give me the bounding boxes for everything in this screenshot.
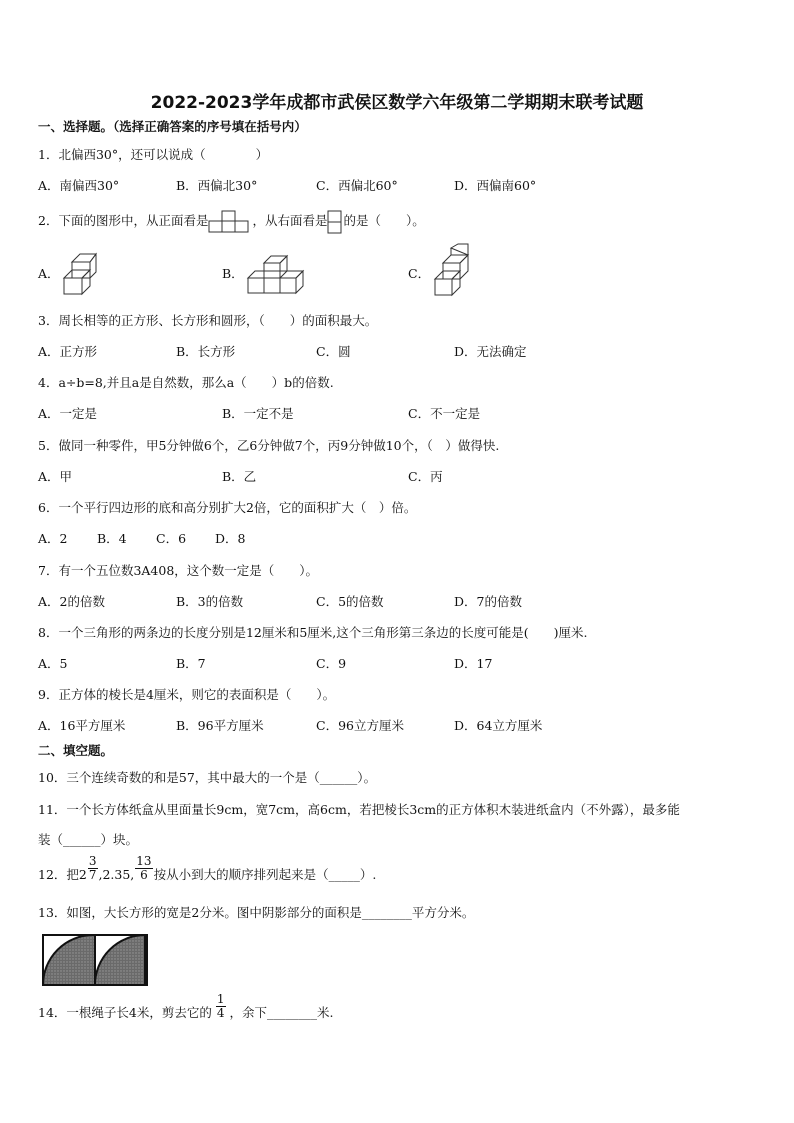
- q3-option-a[interactable]: A．正方形: [38, 344, 98, 359]
- q4-option-a[interactable]: A．一定是: [38, 406, 98, 421]
- question-4: 4．a÷b=8,并且a是自然数，那么a（ ）b的倍数.: [38, 375, 334, 390]
- q9-option-b[interactable]: B．96平方厘米: [176, 718, 264, 733]
- q12-fraction-1: [88, 855, 98, 882]
- q9-option-c[interactable]: C．96立方厘米: [316, 718, 404, 733]
- question-10: 10．三个连续奇数的和是57，其中最大的一个是（______）。: [38, 770, 377, 785]
- section-choice-heading: 一、选择题。（选择正确答案的序号填在括号内）: [38, 119, 307, 134]
- q2-text-pre: 2．下面的图形中，从正面看是: [38, 213, 209, 228]
- q2-option-b[interactable]: B．: [222, 266, 244, 281]
- q14-text-pre: 14．一根绳子长4米，剪去它的: [38, 1005, 212, 1020]
- q2-option-a-figure: [62, 246, 98, 296]
- question-5: 5．做同一种零件，甲5分钟做6个，乙6分钟做7个，丙9分钟做10个，（ ）做得快.: [38, 438, 500, 453]
- q14-fraction-numerator: 1: [216, 992, 225, 1006]
- front-view-figure: [208, 213, 252, 231]
- q1-option-b[interactable]: B．西偏北30°: [176, 178, 258, 193]
- question-3: 3．周长相等的正方形、长方形和圆形，（ ）的面积最大。: [38, 313, 378, 328]
- q6-option-a[interactable]: A．2: [38, 531, 68, 546]
- q7-option-b[interactable]: B．3的倍数: [176, 594, 244, 609]
- q12-text-pre: 12．把2: [38, 867, 87, 882]
- question-1: 1．北偏西30°，还可以说成（ ）: [38, 147, 269, 162]
- q1-option-c[interactable]: C．西偏北60°: [316, 178, 398, 193]
- q1-option-d[interactable]: D．西偏南60°: [454, 178, 537, 193]
- q13-shaded-rectangle-figure: [42, 934, 148, 986]
- q7-option-d[interactable]: D．7的倍数: [454, 594, 522, 609]
- q7-option-a[interactable]: A．2的倍数: [38, 594, 105, 609]
- q3-option-d[interactable]: D．无法确定: [454, 344, 527, 359]
- q2-text-post: 的是（ ）。: [343, 213, 425, 228]
- question-11-line-2: 装（______）块。: [38, 832, 139, 847]
- q5-option-b[interactable]: B．乙: [222, 469, 257, 484]
- q14-fraction-denominator: 4: [216, 1006, 225, 1020]
- q1-option-a[interactable]: A．南偏西30°: [38, 178, 120, 193]
- q14-text-post: ，余下________米.: [229, 1005, 334, 1020]
- q9-option-d[interactable]: D．64立方厘米: [454, 718, 543, 733]
- q14-fraction: [216, 993, 226, 1020]
- front-view-icon: [208, 211, 252, 233]
- q8-option-a[interactable]: A．5: [38, 656, 68, 671]
- question-13: 13．如图，大长方形的宽是2分米。图中阴影部分的面积是________平方分米。: [38, 905, 475, 920]
- q5-option-c[interactable]: C．丙: [408, 469, 443, 484]
- q3-option-b[interactable]: B．长方形: [176, 344, 236, 359]
- q6-option-d[interactable]: D．8: [215, 531, 246, 546]
- section-fill-heading: 二、填空题。: [38, 743, 114, 758]
- q12-fraction-1-denominator: 7: [88, 868, 97, 882]
- exam-title: 2022-2023学年成都市武侯区数学六年级第二学期期末联考试题: [150, 93, 644, 113]
- question-9: 9．正方体的棱长是4厘米，则它的表面积是（ ）。: [38, 687, 336, 702]
- question-7: 7．有一个五位数3A408，这个数一定是（ ）。: [38, 563, 319, 578]
- question-12: [38, 854, 377, 884]
- q8-option-d[interactable]: D．17: [454, 656, 493, 671]
- q12-text-post: 按从小到大的顺序排列起来是（_____）.: [153, 867, 377, 882]
- q2-option-a[interactable]: A．: [38, 266, 60, 281]
- q8-option-b[interactable]: B．7: [176, 656, 206, 671]
- q9-option-a[interactable]: A．16平方厘米: [38, 718, 126, 733]
- q4-option-c[interactable]: C．不一定是: [408, 406, 481, 421]
- q12-fraction-1-numerator: 3: [88, 854, 97, 868]
- q5-option-a[interactable]: A．甲: [38, 469, 73, 484]
- question-8: 8．一个三角形的两条边的长度分别是12厘米和5厘米,这个三角形第三条边的长度可能是( )厘米.: [38, 625, 588, 640]
- q12-text-mid: ,2.35,: [98, 867, 135, 882]
- question-11-line-1: 11．一个长方体纸盒从里面量长9cm，宽7cm，高6cm，若把棱长3cm的正方体积木装进纸盒内（不外露），最多能: [38, 802, 680, 817]
- q2-text-mid: ，从右面看是: [252, 213, 328, 228]
- question-6: 6．一个平行四边形的底和高分别扩大2倍，它的面积扩大（ ）倍。: [38, 500, 417, 515]
- q4-option-b[interactable]: B．一定不是: [222, 406, 294, 421]
- q8-option-c[interactable]: C．9: [316, 656, 347, 671]
- right-view-figure: [327, 213, 343, 231]
- q6-option-c[interactable]: C．6: [156, 531, 187, 546]
- q2-option-b-figure: [246, 250, 306, 296]
- right-view-icon: [327, 210, 343, 234]
- q2-option-c[interactable]: C．: [408, 266, 431, 281]
- q12-fraction-2-numerator: 13: [136, 854, 152, 868]
- q3-option-c[interactable]: C．圆: [316, 344, 351, 359]
- q12-fraction-2: [135, 855, 152, 882]
- q6-option-b[interactable]: B．4: [97, 531, 127, 546]
- question-14: [38, 992, 334, 1022]
- question-2: [38, 212, 425, 231]
- q12-fraction-2-denominator: 6: [140, 868, 148, 882]
- q2-option-c-figure: [432, 244, 472, 298]
- q7-option-c[interactable]: C．5的倍数: [316, 594, 384, 609]
